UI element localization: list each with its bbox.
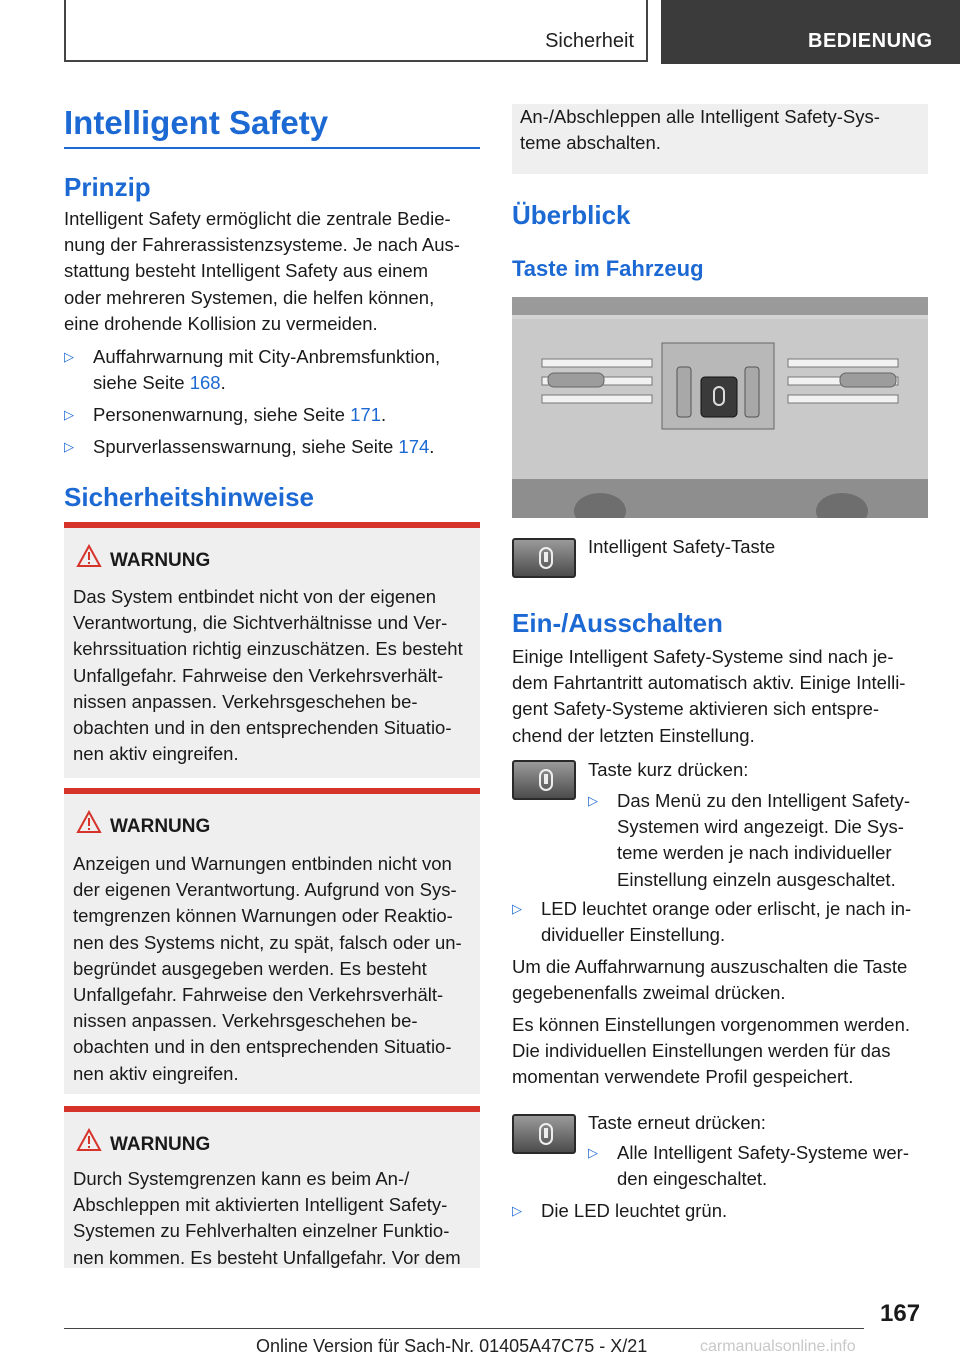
- ueberblick-heading: Überblick: [512, 200, 631, 230]
- bullet-icon: ▷: [64, 349, 74, 364]
- prinzip-heading: Prinzip: [64, 172, 151, 202]
- warning-box: [64, 788, 480, 1094]
- taste-heading: Taste im Fahrzeug: [512, 256, 704, 281]
- list-item: ▷ LED leuchtet orange oder erlischt, je nach in- dividueller Einstellung.: [512, 898, 912, 946]
- safety-button-icon: [512, 1114, 576, 1154]
- page-link[interactable]: 174: [398, 436, 430, 457]
- erneut-label: Taste erneut drücken:: [588, 1112, 766, 1133]
- warning-label: WARNUNG: [110, 550, 211, 571]
- bullet-icon: ▷: [512, 1203, 522, 1218]
- footer-text: Online Version für Sach-Nr. 01405A47C75 - X/21: [256, 1336, 648, 1356]
- bullet-icon: ▷: [64, 407, 74, 422]
- einaus-p2: Um die Auffahrwarnung auszuschalten die Taste gegebenenfalls zweimal drücken.: [512, 956, 908, 1004]
- kurz-label: Taste kurz drücken:: [588, 759, 749, 780]
- header-chapter: BEDIENUNG: [808, 30, 933, 52]
- einaus-heading: Ein-/Ausschalten: [512, 608, 723, 638]
- page-number: 167: [880, 1300, 921, 1327]
- bullet-icon: ▷: [588, 1145, 598, 1160]
- page-link[interactable]: 171: [350, 404, 381, 425]
- warning-icon: [76, 544, 102, 568]
- warning-text: Durch Systemgrenzen kann es beim An-/ Abschleppen mit aktivierten Intelligent Safety- Systemen zu Fehlverhalten einzelner Funktio- nen kommen. Es besteht Unfallgefahr. Vor dem: [73, 1168, 461, 1268]
- header-section: Sicherheit: [545, 30, 634, 52]
- button-caption: Intelligent Safety-Taste: [588, 536, 776, 557]
- warning-box: [64, 1106, 480, 1268]
- einaus-p3: Es können Einstellungen vorgenommen werden. Die individuellen Einstellungen werden für das momentan verwendete Profil gespeichert.: [512, 1014, 910, 1088]
- safety-button-icon: [512, 538, 576, 578]
- prinzip-text: Intelligent Safety ermöglicht die zentrale Bedie- nung der Fahrerassistenzsysteme. Je nach Aus- stattung besteht Intelligent Safety aus einem oder mehreren Systemen, die helfen können, eine drohende Kollision zu vermeiden.: [64, 208, 460, 334]
- list-item: ▷ Personenwarnung, siehe Seite 171.: [64, 402, 480, 432]
- warning-label: WARNUNG: [110, 816, 211, 837]
- list-item: ▷ Auffahrwarnung mit City-Anbremsfunktion, siehe Seite 168.: [64, 346, 441, 394]
- page-title: Intelligent Safety: [64, 104, 329, 141]
- hinweise-heading: Sicherheitshinweise: [64, 482, 314, 512]
- bullet-icon: ▷: [512, 901, 522, 916]
- footer-rule: [64, 1328, 864, 1329]
- bullet-icon: ▷: [588, 793, 598, 808]
- warning-icon: [76, 810, 102, 834]
- list-item: ▷ Spurverlassenswarnung, siehe Seite 174.: [64, 434, 480, 464]
- einaus-text: Einige Intelligent Safety-Systeme sind nach je- dem Fahrtantritt automatisch aktiv. Einige Intelli- gent Safety-Systeme aktivieren sich entspre- chend der letzten Einstellung.: [512, 646, 906, 746]
- warning-text: Anzeigen und Warnungen entbinden nicht von der eigenen Verantwortung. Aufgrund von Sys- temgrenzen können Warnungen oder Reaktio- nen des Systems nicht, zu spät, falsch oder un- begründet ausgegeben werden. Es besteht Unfallgefahr. Fahrweise den Verkehrsverhält- nissen anpassen. Verkehrsgeschehen be- obachten und in den entsprechenden Situatio- nen aktiv eingreifen.: [73, 853, 462, 1084]
- safety-button-icon: [512, 760, 576, 800]
- list-item: ▷ Das Menü zu den Intelligent Safety- Systemen wird angezeigt. Die Sys- teme werden je nach individueller Einstellung einzeln ausgeschaltet.: [588, 790, 911, 890]
- list-item: ▷ Die LED leuchtet grün.: [512, 1198, 928, 1228]
- dashboard-photo: [512, 297, 928, 518]
- warning-box: [64, 522, 480, 778]
- page-link[interactable]: 168: [189, 372, 221, 394]
- watermark: carmanualsonline.info: [700, 1338, 856, 1355]
- warning-continuation: An-/Abschleppen alle Intelligent Safety-Sys- teme abschalten.: [512, 104, 928, 174]
- warning-icon: [76, 1128, 102, 1152]
- warning-text: Das System entbindet nicht von der eigenen Verantwortung, die Sichtverhältnisse und Ver- kehrssituation richtig einzuschätzen. Es besteht Unfallgefahr. Fahrweise den Verkehrsverhält- nissen anpassen. Verkehrsgeschehen be- obachten und in den entsprechenden Situatio- nen aktiv eingreifen.: [73, 586, 463, 765]
- list-item: ▷ Alle Intelligent Safety-Systeme wer- den eingeschaltet.: [588, 1142, 910, 1190]
- title-rule: [64, 147, 480, 149]
- bullet-icon: ▷: [64, 439, 74, 454]
- warning-label: WARNUNG: [110, 1134, 211, 1155]
